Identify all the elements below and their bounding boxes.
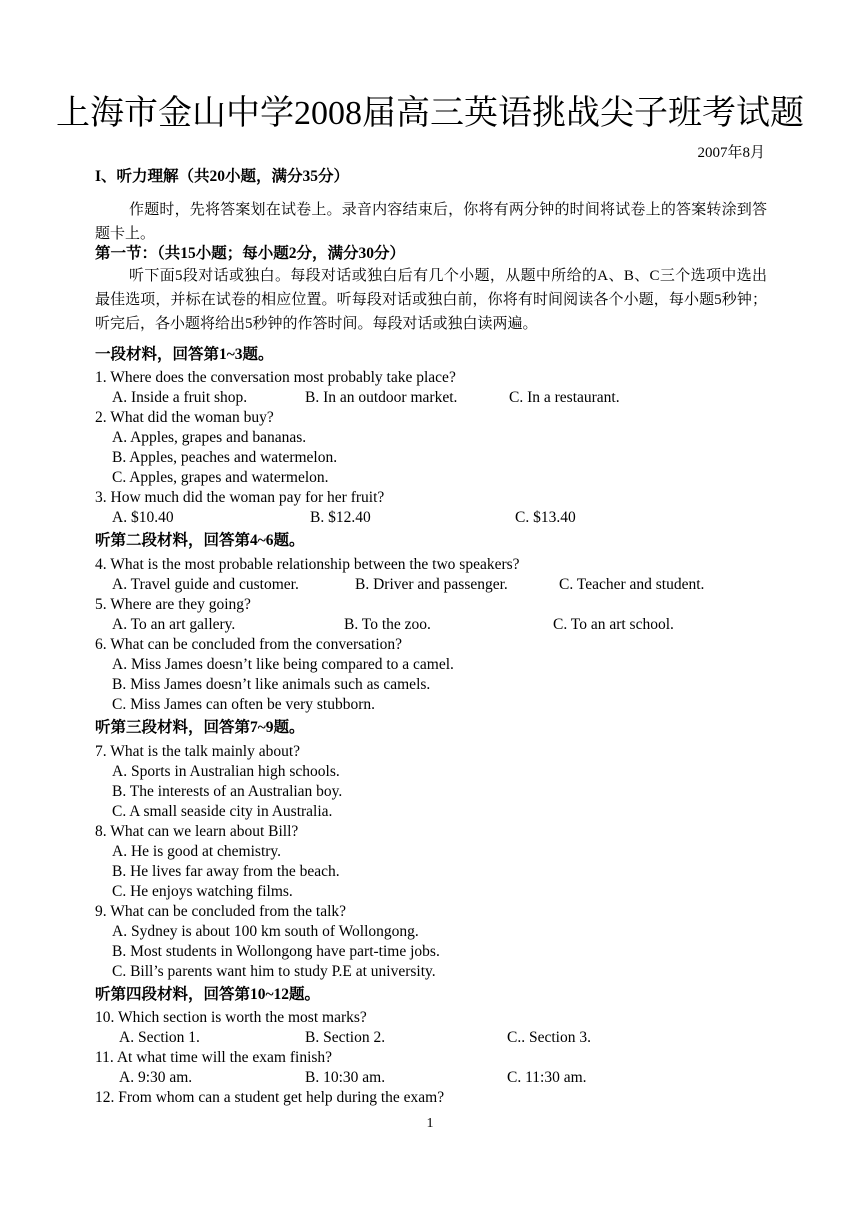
q1-option-a: A. Inside a fruit shop. [112, 389, 248, 406]
q8-option-a: A. He is good at chemistry. [112, 843, 282, 860]
q4-option-b: B. Driver and passenger. [355, 576, 508, 593]
q8-option-c: C. He enjoys watching films. [112, 883, 293, 900]
q2-option-a: A. Apples, grapes and bananas. [112, 429, 307, 446]
q6-option-b: B. Miss James doesn’t like animals such as camels. [112, 676, 431, 693]
question-4: 4. What is the most probable relationship between the two speakers? [95, 556, 520, 573]
question-8: 8. What can we learn about Bill? [95, 823, 299, 840]
question-1: 1. Where does the conversation most probably take place? [95, 369, 456, 386]
q9-option-c: C. Bill’s parents want him to study P.E at university. [112, 963, 436, 980]
q2-option-b: B. Apples, peaches and watermelon. [112, 449, 338, 466]
q7-option-c: C. A small seaside city in Australia. [112, 803, 333, 820]
exam-date: 2007年8月 [697, 145, 765, 161]
part1-paragraph: 听下面5段对话或独白。每段对话或独白后有几个小题，从题中所给的A、B、C三个选项中选出最佳选项，并标在试卷的相应位置。听每段对话或独白前，你将有时间阅读各个小题，每小题5秒钟；听完后，各小题将给出5秒钟的作答时间。每段对话或独白读两遍。 [95, 268, 767, 332]
q7-option-a: A. Sports in Australian high schools. [112, 763, 340, 780]
question-11: 11. At what time will the exam finish? [95, 1049, 333, 1066]
q3-option-c: C. $13.40 [515, 509, 576, 526]
q3-option-b: B. $12.40 [310, 509, 371, 526]
q5-option-b: B. To the zoo. [344, 616, 431, 633]
section-heading-listening: I、听力理解（共20小题，满分35分） [95, 168, 350, 185]
group2-heading: 听第二段材料，回答第4~6题。 [95, 532, 305, 549]
part1-heading: 第一节：（共15小题；每小题2分，满分30分） [95, 245, 406, 262]
q1-option-c: C. In a restaurant. [509, 389, 620, 406]
q6-option-a: A. Miss James doesn’t like being compared to a camel. [112, 656, 454, 673]
q2-option-c: C. Apples, grapes and watermelon. [112, 469, 329, 486]
q7-option-b: B. The interests of an Australian boy. [112, 783, 343, 800]
q5-option-a: A. To an art gallery. [112, 616, 236, 633]
question-3: 3. How much did the woman pay for her fruit? [95, 489, 385, 506]
group1-heading: 一段材料，回答第1~3题。 [95, 346, 274, 363]
question-10: 10. Which section is worth the most marks? [95, 1009, 367, 1026]
q11-option-b: B. 10:30 am. [305, 1069, 386, 1086]
instructions-paragraph: 作题时，先将答案划在试卷上。录音内容结束后，你将有两分钟的时间将试卷上的答案转涂到答题卡上。 [95, 202, 767, 242]
question-6: 6. What can be concluded from the conversation? [95, 636, 403, 653]
question-9: 9. What can be concluded from the talk? [95, 903, 347, 920]
q8-option-b: B. He lives far away from the beach. [112, 863, 340, 880]
group3-heading: 听第三段材料，回答第7~9题。 [95, 719, 305, 736]
q1-option-b: B. In an outdoor market. [305, 389, 458, 406]
q10-option-b: B. Section 2. [305, 1029, 386, 1046]
q11-option-c: C. 11:30 am. [507, 1069, 587, 1086]
q9-option-b: B. Most students in Wollongong have part-time jobs. [112, 943, 440, 960]
q4-option-a: A. Travel guide and customer. [112, 576, 299, 593]
q9-option-a: A. Sydney is about 100 km south of Wollongong. [112, 923, 419, 940]
question-2: 2. What did the woman buy? [95, 409, 274, 426]
page-number: 1 [426, 1116, 434, 1131]
group4-heading: 听第四段材料，回答第10~12题。 [95, 986, 321, 1003]
question-7: 7. What is the talk mainly about? [95, 743, 301, 760]
q10-option-a: A. Section 1. [119, 1029, 200, 1046]
q6-option-c: C. Miss James can often be very stubborn. [112, 696, 376, 713]
q5-option-c: C. To an art school. [553, 616, 674, 633]
question-12: 12. From whom can a student get help during the exam? [95, 1089, 445, 1106]
q10-option-c: C.. Section 3. [507, 1029, 591, 1046]
page-title: 上海市金山中学2008届高三英语挑战尖子班考试题 [56, 95, 804, 132]
q3-option-a: A. $10.40 [112, 509, 174, 526]
q4-option-c: C. Teacher and student. [559, 576, 705, 593]
question-5: 5. Where are they going? [95, 596, 251, 613]
q11-option-a: A. 9:30 am. [119, 1069, 193, 1086]
